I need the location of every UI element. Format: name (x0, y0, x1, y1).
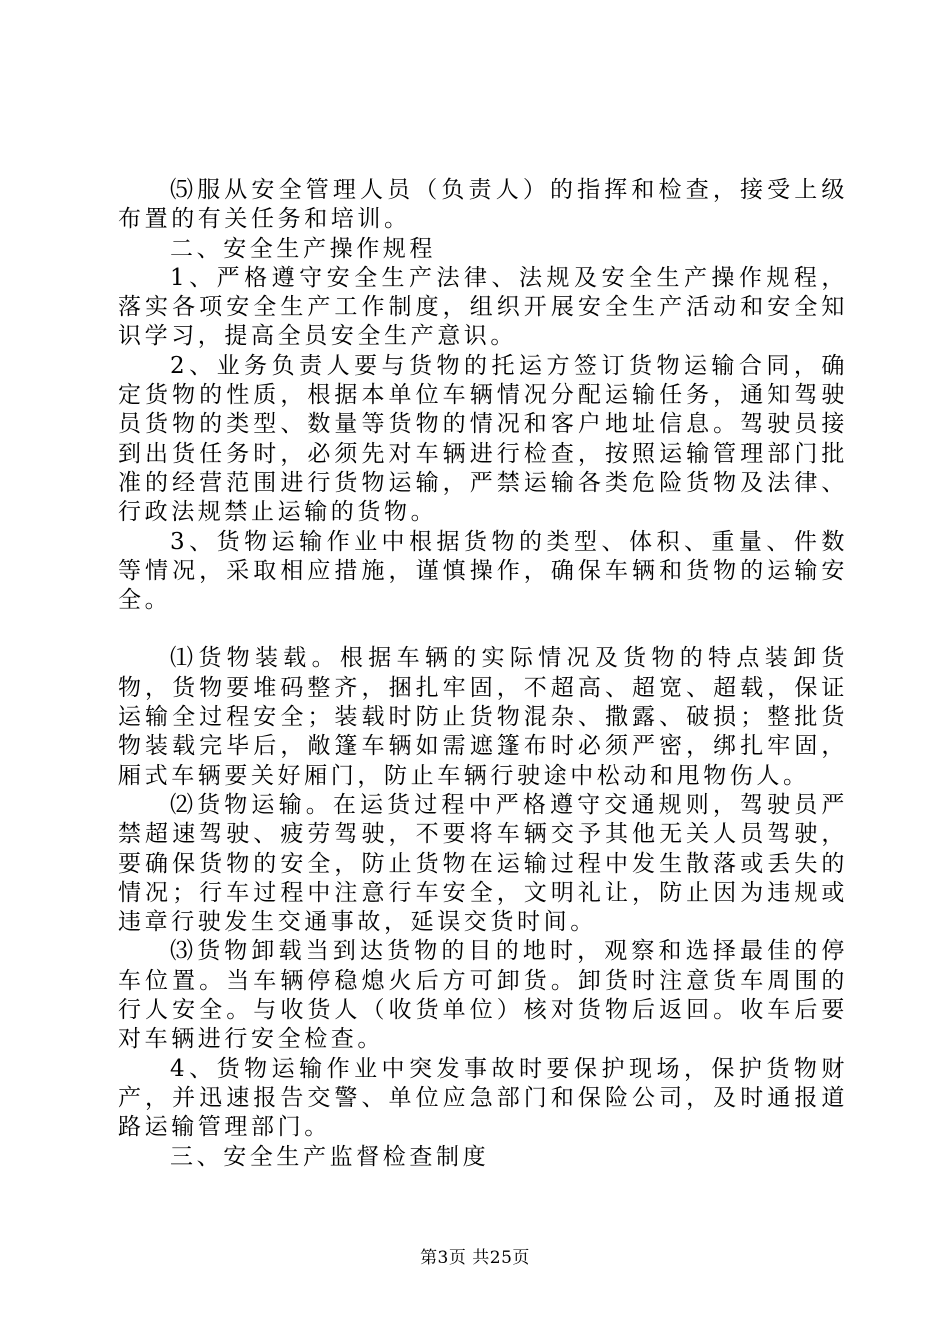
document-body (118, 176, 848, 1172)
paragraph-transport: ⑵货物运输。在运货过程中严格遵守交通规则，驾驶员严禁超速驾驶、疲劳驾驶，不要将车辆交予其他无关人员驾驶，要确保货物的安全，防止货物在运输过程中发生散落或丢失的情况；行车过程中注意行车安全，文明礼让，防止因为违规或违章行驶发生交通事故，延误交货时间。 (118, 791, 848, 936)
section-heading-operating-rules: 二、安全生产操作规程 (170, 235, 436, 262)
paragraph-rule-1: 1、严格遵守安全生产法律、法规及安全生产操作规程，落实各项安全生产工作制度，组织开展安全生产活动和安全知识学习，提高全员安全生产意识。 (118, 264, 848, 350)
paragraph-spacer (118, 615, 848, 644)
paragraph-unloading: ⑶货物卸载当到达货物的目的地时，观察和选择最佳的停车位置。当车辆停稳熄火后方可卸货。卸货时注意货车周围的行人安全。与收货人（收货单位）核对货物后返回。收车后要对车辆进行安全检查。 (118, 938, 848, 1053)
section-heading-supervision: 三、安全生产监督检查制度 (170, 1143, 490, 1170)
paragraph-rule-3: 3、货物运输作业中根据货物的类型、体积、重量、件数等情况，采取相应措施，谨慎操作，确保车辆和货物的运输安全。 (118, 528, 848, 614)
paragraph-item-5-obey: ⑸服从安全管理人员（负责人）的指挥和检查，接受上级布置的有关任务和培训。 (118, 177, 848, 233)
page-number-footer: 第3页 共25页 (420, 1248, 530, 1268)
paragraph-loading: ⑴货物装载。根据车辆的实际情况及货物的特点装卸货物，货物要堆码整齐，捆扎牢固，不超高、超宽、超载，保证运输全过程安全；装载时防止货物混杂、撒露、破损；整批货物装载完毕后，敞篷车辆如需遮篷布时必须严密，绑扎牢固，厢式车辆要关好厢门，防止车辆行驶途中松动和甩物伤人。 (118, 645, 848, 789)
paragraph-rule-4: 4、货物运输作业中突发事故时要保护现场，保护货物财产，并迅速报告交警、单位应急部门和保险公司，及时通报道路运输管理部门。 (118, 1055, 848, 1141)
paragraph-rule-2: 2、业务负责人要与货物的托运方签订货物运输合同，确定货物的性质，根据本单位车辆情况分配运输任务，通知驾驶员货物的类型、数量等货物的情况和客户地址信息。驾驶员接到出货任务时，必须先对车辆进行检查，按照运输管理部门批准的经营范围进行货物运输，严禁运输各类危险货物及法律、行政法规禁止运输的货物。 (118, 352, 848, 526)
